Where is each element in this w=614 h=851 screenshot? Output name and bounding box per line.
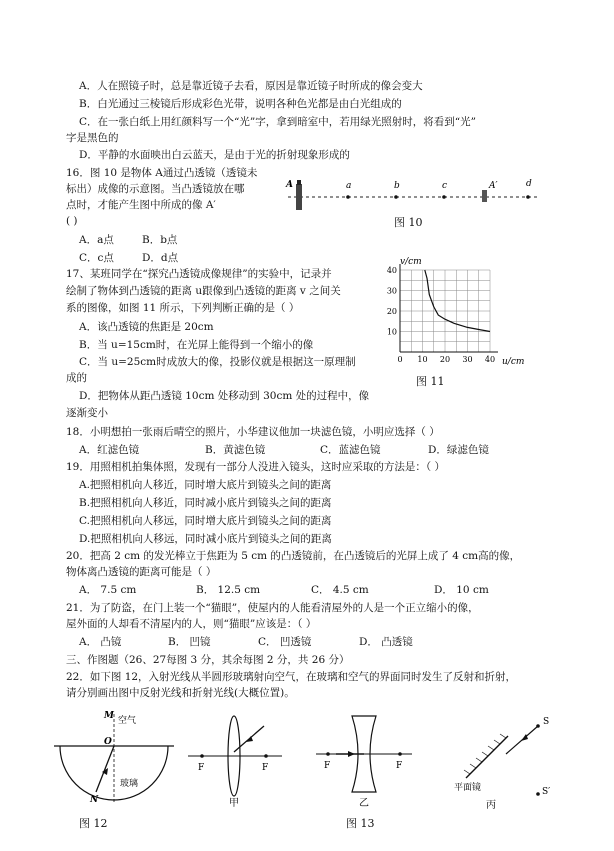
label-S: S	[543, 717, 550, 727]
figure-11-caption: 图 11	[416, 375, 445, 388]
figure-12	[50, 706, 180, 810]
image-A-prime	[482, 190, 487, 202]
q20-stem-line1: 20．把高 2 cm 的发光棒立于焦距为 5 cm 的凸透镜前，在凸透镜后的光屏上成了 4 cm高的像，	[66, 550, 521, 562]
q15-option-d: D．平静的水面映出白云蓝天，是由于光的折射现象形成的	[79, 149, 350, 161]
q16-option-c: C．c点	[79, 252, 114, 264]
chart-y-tick-label: 20	[386, 307, 397, 316]
label-plane-mirror: 平面镜	[454, 783, 482, 793]
point-b	[394, 195, 398, 199]
object-A-candle	[296, 184, 302, 210]
focus-left	[200, 754, 204, 758]
label-S-prime: S′	[542, 787, 551, 797]
chart-x-tick-label: 20	[439, 355, 451, 364]
chart-y-axis-label: v/cm	[400, 257, 422, 267]
focus-right	[264, 754, 268, 758]
object-A-flame	[297, 180, 301, 185]
chart-x-tick-label: 10	[417, 355, 428, 364]
q16-option-b: B．b点	[142, 234, 178, 246]
q16-stem-line1: 16．图 10 是物体 A通过凸透镜（透镜未	[66, 167, 258, 179]
label-F-right: F	[396, 761, 403, 771]
q15-option-c-cont: 字是黑色的	[66, 132, 119, 144]
chart-x-tick-label: 0	[397, 355, 403, 364]
q18-option-c: C．蓝滤色镜	[320, 444, 381, 456]
q19-option-a: A.把照相机向人移近，同时增大底片到镜头之间的距离	[79, 479, 332, 491]
q19-option-d: D.把照相机向人移远，同时减小底片到镜头之间的距离	[79, 533, 332, 545]
point-c	[442, 195, 446, 199]
q17-stem-line2: 绘制了物体到凸透镜的距离 u跟像到凸透镜的距离 v 之间关	[66, 285, 341, 297]
q17-option-d: D．把物体从距凸透镜 10cm 处移动到 30cm 处的过程中，像	[79, 390, 370, 402]
figure-10-caption: 图 10	[394, 216, 423, 229]
q21-option-c: C． 凹透镜	[258, 636, 312, 648]
chart-x-tick-label: 40	[484, 355, 496, 364]
q21-option-d: D． 凸透镜	[359, 636, 413, 648]
figure-13-bing-plane-mirror	[450, 712, 560, 812]
label-glass: 玻璃	[120, 779, 139, 789]
q20-option-d: D． 10 cm	[434, 584, 489, 596]
q17-option-d-cont: 逐渐变小	[66, 407, 108, 419]
figure-12-caption: 图 12	[79, 817, 108, 830]
q22-stem-line1: 22．如下图 12，入射光线从半圆形玻璃射向空气，在玻璃和空气的界面同时发生了反射和折射，	[66, 671, 517, 683]
label-air: 空气	[118, 716, 137, 726]
q16-stem-line2: 标出）成像的示意图。当凸透镜放在哪	[66, 183, 245, 195]
label-F-right: F	[262, 763, 269, 773]
label-F-left: F	[198, 763, 205, 773]
q21-stem-line2: 屋外面的人却看不清屋内的人，则“猫眼”应该是：（ ）	[66, 618, 317, 630]
q22-stem-line2: 请分别画出图中反射光线和折射光线(大概位置)。	[66, 687, 295, 699]
chart-grid	[400, 270, 490, 352]
q20-stem-line2: 物体离凸透镜的距离可能是（ ）	[66, 566, 217, 578]
q20-option-c: C． 4.5 cm	[311, 584, 369, 596]
q20-option-a: A． 7.5 cm	[79, 584, 137, 596]
q15-option-c: C．在一张白纸上用红颜料写一个“光”字，拿到暗室中，若用绿光照射时，将看到“光”	[79, 116, 477, 128]
q16-answer-paren: ( )	[66, 215, 78, 227]
figure-13-yi-concave-lens	[314, 712, 414, 808]
q21-option-a: A． 凸镜	[79, 636, 122, 648]
q17-option-c-cont: 成的	[66, 372, 87, 384]
point-d	[526, 195, 530, 199]
q18-stem: 18．小明想拍一张雨后晴空的照片，小华建议他加一块滤色镜，小明应选择（ ）	[66, 426, 440, 438]
chart-y-tick-label: 10	[386, 327, 397, 337]
chart-y-tick-label: 30	[386, 286, 397, 296]
q17-option-b: B．当 u=15cm时，在光屏上能得到一个缩小的像	[79, 339, 314, 351]
q17-stem-line3: 系的图像，如图 11 所示，下列判断正确的是（ ）	[66, 302, 300, 314]
q17-option-a: A．该凸透镜的焦距是 20cm	[79, 321, 214, 333]
label-b: b	[394, 181, 400, 191]
section-3-heading: 三、作图题（26、27每图 3 分，其余每图 2 分，共 26 分）	[66, 654, 350, 666]
point-a	[346, 195, 350, 199]
q18-option-a: A．红滤色镜	[79, 444, 140, 456]
figure-13-jia-convex-lens	[186, 712, 284, 808]
ray-arrow	[348, 751, 355, 757]
label-F-left: F	[324, 761, 331, 771]
mirror-hatching	[464, 734, 506, 774]
label-M: M	[104, 711, 114, 721]
incident-ray	[96, 746, 114, 792]
q19-option-b: B.把照相机向人移近，同时减小底片到镜头之间的距离	[79, 497, 332, 509]
label-bing: 丙	[486, 800, 496, 811]
figure-13-caption: 图 13	[346, 817, 375, 830]
q16-option-a: A．a点	[79, 234, 114, 246]
chart-x-axis-label: u/cm	[502, 357, 524, 367]
label-A-prime: A′	[489, 181, 498, 191]
q15-option-b: B．白光通过三棱镜后形成彩色光带，说明各种色光都是由白光组成的	[79, 98, 402, 110]
figure-10	[284, 172, 544, 218]
q18-option-d: D．绿滤色镜	[428, 444, 489, 456]
label-jia: 甲	[229, 798, 239, 808]
q19-option-c: C.把照相机向人移远，同时增大底片到镜头之间的距离	[79, 515, 332, 527]
q15-option-a: A．人在照镜子时，总是靠近镜子去看，原因是靠近镜子时所成的像会变大	[79, 80, 423, 92]
chart-x-tick-label: 30	[462, 355, 473, 364]
q21-stem-line1: 21．为了防盗，在门上装一个“猫眼”，使屋内的人能看清屋外的人是一个正立缩小的像，	[66, 602, 479, 614]
q19-stem: 19．用照相机拍集体照，发现有一部分人没进入镜头，这时应采取的方法是：（ ）	[66, 461, 445, 473]
q16-stem-line3: 点时，才能产生图中所成的像 A′	[66, 199, 216, 211]
q20-option-b: B． 12.5 cm	[196, 584, 261, 596]
label-d: d	[526, 179, 532, 189]
chart-axes	[400, 264, 498, 352]
label-yi: 乙	[359, 798, 369, 808]
focus-right	[398, 752, 402, 756]
q17-option-c: C．当 u=25cm时成放大的像，投影仪就是根据这一原理制	[79, 356, 356, 368]
label-c: c	[442, 181, 448, 191]
q18-option-b: B．黄滤色镜	[205, 444, 266, 456]
label-N: N	[90, 795, 99, 805]
chart-y-tick-label: 40	[386, 266, 397, 275]
focus-left	[326, 752, 330, 756]
label-A: A	[286, 180, 293, 190]
figure-11-chart	[374, 252, 524, 374]
q16-option-d: D．d点	[142, 252, 179, 264]
label-O: O	[104, 737, 112, 747]
q21-option-b: B． 凹镜	[168, 636, 211, 648]
label-a: a	[346, 181, 352, 191]
point-S-prime	[536, 792, 540, 796]
q17-stem-line1: 17、某班同学在“探究凸透镜成像规律”的实验中，记录并	[66, 268, 332, 280]
plane-mirror	[466, 736, 508, 778]
